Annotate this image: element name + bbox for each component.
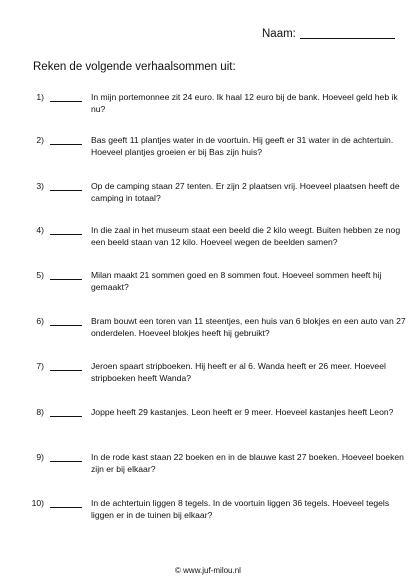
question-number: 8) bbox=[36, 407, 44, 417]
question-text: Jeroen spaart stripboeken. Hij heeft er al 6. Wanda heeft er 26 meer. Hoeveel stripboeken heeft Wanda? bbox=[91, 361, 386, 383]
question-text: In de achtertuin liggen 8 tegels. In de voortuin liggen 36 tegels. Hoeveel tegels liggen er in de tuinen bij elkaar? bbox=[91, 498, 390, 520]
name-field-row bbox=[262, 28, 395, 40]
question-text: In mijn portemonnee zit 24 euro. Ik haal 12 euro bij de bank. Hoeveel geld heb ik nu? bbox=[91, 92, 398, 114]
question-text: Milan maakt 21 sommen goed en 8 sommen fout. Hoeveel sommen heeft hij gemaakt? bbox=[91, 270, 382, 292]
name-answer-line[interactable] bbox=[300, 38, 395, 39]
answer-line[interactable] bbox=[50, 416, 82, 417]
answer-line[interactable] bbox=[50, 325, 82, 326]
instruction-text: Reken de volgende verhaalsommen uit: bbox=[33, 61, 236, 73]
question-text: In die zaal in het museum staat een beeld die 2 kilo weegt. Buiten hebben ze nog een beeld staan van 12 kilo. Hoeveel wegen de beelden samen? bbox=[91, 225, 401, 247]
answer-line[interactable] bbox=[50, 234, 82, 235]
question-number: 5) bbox=[36, 270, 44, 280]
answer-line[interactable] bbox=[50, 144, 82, 145]
question-text: In de rode kast staan 22 boeken en in de blauwe kast 27 boeken. Hoeveel boeken zijn er bij elkaar? bbox=[91, 452, 404, 474]
question-text: Op de camping staan 27 tenten. Er zijn 2 plaatsen vrij. Hoeveel plaatsen heeft de camping in totaal? bbox=[91, 181, 400, 203]
name-label: Naam: bbox=[262, 28, 296, 40]
answer-line[interactable] bbox=[50, 101, 82, 102]
question-number: 3) bbox=[36, 181, 44, 191]
question-number: 1) bbox=[36, 92, 44, 102]
answer-line[interactable] bbox=[50, 190, 82, 191]
question-number: 6) bbox=[36, 316, 44, 326]
answer-line[interactable] bbox=[50, 461, 82, 462]
question-text: Bas geeft 11 plantjes water in de voortuin. Hij geeft er 31 water in de achtertuin. Hoeveel plantjes groeien er bij Bas zijn huis? bbox=[91, 135, 394, 157]
question-number: 10) bbox=[31, 498, 44, 508]
question-text: Joppe heeft 29 kastanjes. Leon heeft er 9 meer. Hoeveel kastanjes heeft Leon? bbox=[91, 407, 394, 417]
question-number: 4) bbox=[36, 225, 44, 235]
answer-line[interactable] bbox=[50, 279, 82, 280]
question-number: 9) bbox=[36, 452, 44, 462]
answer-line[interactable] bbox=[50, 370, 82, 371]
question-number: 7) bbox=[36, 361, 44, 371]
footer-copyright: © www.juf-milou.nl bbox=[175, 566, 241, 575]
question-number: 2) bbox=[36, 135, 44, 145]
answer-line[interactable] bbox=[50, 507, 82, 508]
question-text: Bram bouwt een toren van 11 steentjes, een huis van 6 blokjes en een auto van 27 onderdelen. Hoeveel blokjes heeft hij gebruikt? bbox=[91, 316, 406, 338]
